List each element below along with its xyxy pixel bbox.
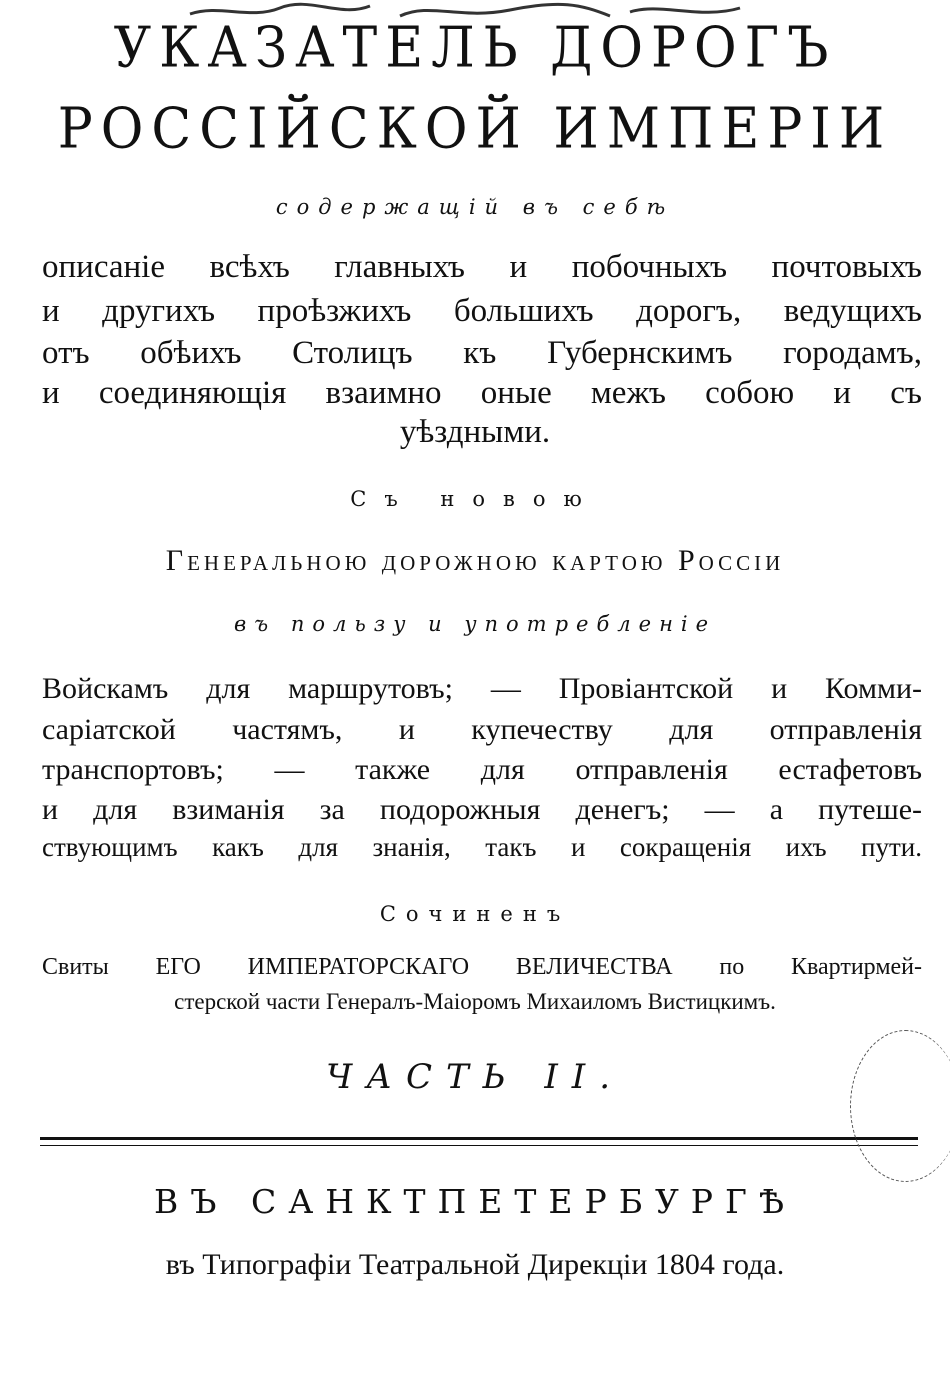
city: ВЪ САНКТПЕТЕРБУРГѢ: [154, 1182, 796, 1221]
purpose-line: ствующимъ какъ для знанія, такъ и сокращенія ихъ пути.: [42, 832, 922, 862]
subtitle: содержащій въ себѣ: [275, 195, 675, 219]
map-title: Генеральною дорожною картою Россіи: [165, 544, 785, 577]
purpose-line: и для взиманія за подорожныя денегъ; — а путеше-: [42, 793, 922, 826]
purpose-line: Войскамъ для маршрутовъ; — Провіантской и Комми-: [42, 672, 922, 705]
description-line: и соединяющія взаимно оные межъ собою и съ: [42, 375, 922, 411]
author-line: Свиты ЕГО ИМПЕРАТОРСКАГО ВЕЛИЧЕСТВА по Квартирмей-: [42, 954, 922, 980]
description-line: уѣздными.: [399, 414, 551, 450]
with-new-label: Съ новою: [350, 487, 600, 511]
top-rule-thin: [40, 1145, 918, 1146]
title-line-1: УКАЗАТЕЛЬ ДОРОГЪ: [113, 15, 837, 81]
top-rule: [40, 1137, 918, 1140]
description-line: и другихъ проѣзжихъ большихъ дорогъ, ведущихъ: [42, 293, 922, 329]
composed-label: Сочиненъ: [379, 902, 571, 926]
imprint: въ Типографіи Театральной Дирекціи 1804 года.: [165, 1248, 785, 1281]
title-line-2: РОССІЙСКОЙ ИМПЕРІИ: [57, 96, 893, 162]
purpose-line: транспортовъ; — также для отправленія естафетовъ: [42, 753, 922, 786]
description-line: отъ обѣихъ Столицъ къ Губернскимъ городамъ,: [42, 335, 922, 371]
author-line: стерской части Генералъ-Маіоромъ Михаиломъ Вистицкимъ.: [174, 989, 776, 1014]
for-use-label: въ пользу и употребленіе: [233, 612, 717, 636]
library-stamp: [850, 1030, 950, 1182]
part-number: ЧАСТЬ II.: [325, 1057, 625, 1097]
purpose-line: саріатской частямъ, и купечеству для отправленія: [42, 713, 922, 746]
description-line: описаніе всѣхъ главныхъ и побочныхъ почтовыхъ: [42, 249, 922, 285]
